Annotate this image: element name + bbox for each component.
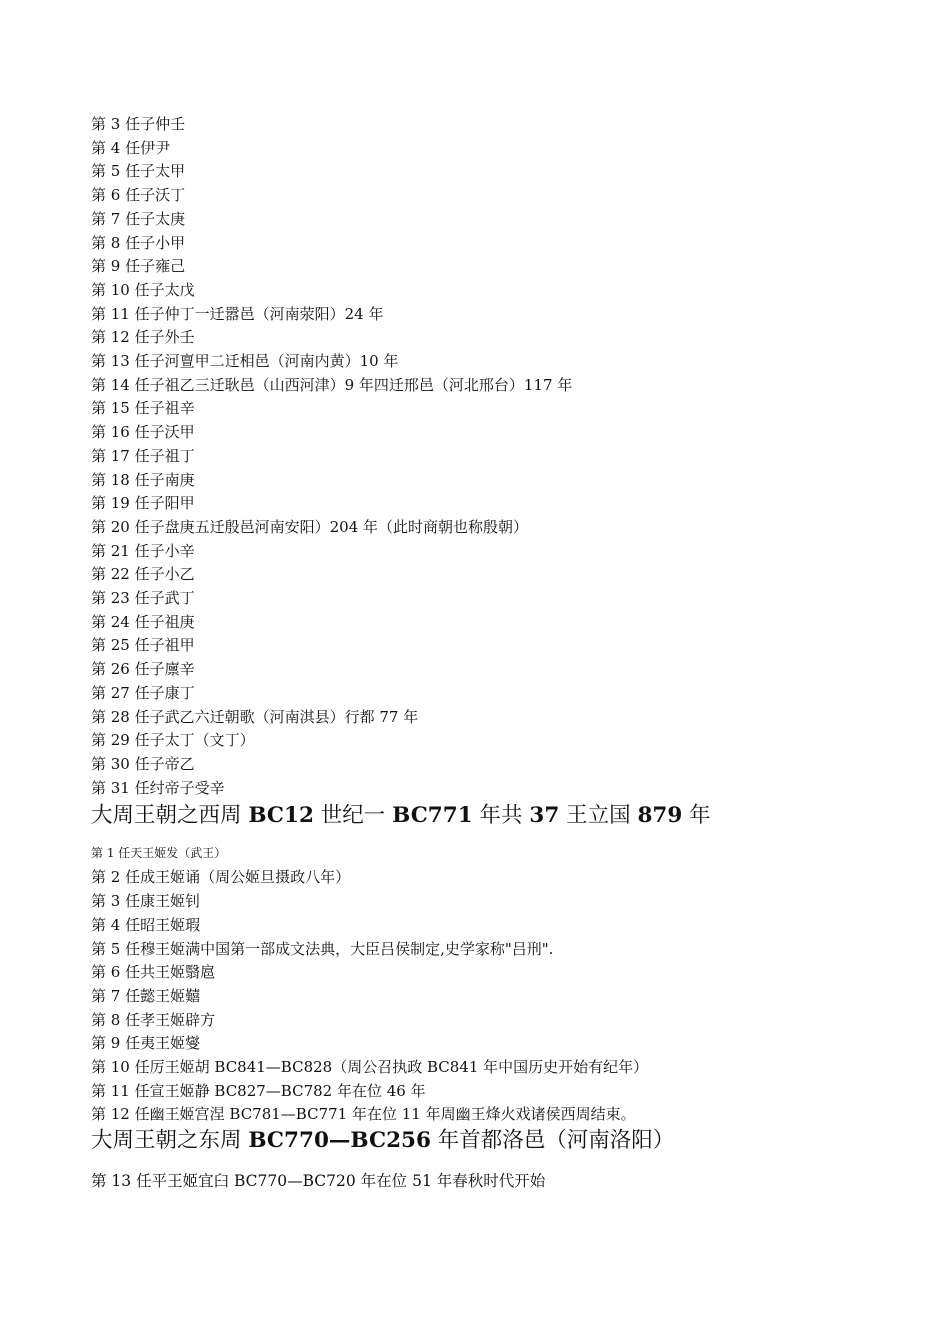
list-item: 第 3 任子仲壬: [91, 115, 186, 133]
list-item: 第 1 任天王姬发（武王）: [91, 846, 227, 861]
list-item: 第 8 任子小甲: [91, 233, 186, 252]
list-item: 第 16 任子沃甲: [91, 423, 195, 442]
list-item: 第 12 任子外壬: [91, 328, 195, 347]
list-item: 第 7 任子太庚: [91, 209, 186, 228]
list-item: 第 13 任子河亶甲二迁相邑（河南内黄）10 年: [91, 352, 399, 371]
list-item: 第 9 任子雍己: [91, 257, 186, 276]
list-item: 第 10 任厉王姬胡 BC841—BC828（周公召执政 BC841 年中国历史开始有纪年）: [91, 1058, 649, 1077]
list-item: 第 30 任子帝乙: [91, 754, 195, 773]
list-item: 第 20 任子盘庚五迁殷邑河南安阳）204 年（此时商朝也称殷朝）: [91, 517, 529, 536]
list-item: 第 4 任昭王姬瑕: [91, 915, 201, 934]
section-heading-dongzhou: 大周王朝之东周 BC770—BC256 年首都洛邑（河南洛阳）: [91, 1128, 675, 1154]
list-item: 第 7 任懿王姬囏: [91, 986, 201, 1005]
list-item: 第 28 任子武乙六迁朝歌（河南淇县）行都 77 年: [91, 707, 419, 726]
list-item: 第 15 任子祖辛: [91, 399, 195, 418]
list-item: 第 2 任成王姬诵（周公姬旦摄政八年）: [91, 868, 351, 887]
list-item: 第 4 任伊尹: [91, 138, 171, 157]
list-item: 第 13 任平王姬宜臼 BC770—BC720 年在位 51 年春秋时代开始: [91, 1172, 546, 1191]
list-item: 第 3 任康王姬钊: [91, 892, 201, 911]
list-item: 第 17 任子祖丁: [91, 446, 195, 465]
list-item: 第 31 任纣帝子受辛: [91, 778, 225, 797]
list-item: 第 18 任子南庚: [91, 470, 195, 489]
list-item: 第 5 任子太甲: [91, 162, 186, 181]
xizhou-king-list: [91, 866, 891, 1127]
document-page: [91, 113, 891, 1194]
list-item: 第 12 任幽王姬宫涅 BC781—BC771 年在位 11 年周幽王烽火戏诸侯西周结束。: [91, 1105, 636, 1124]
section-heading-xizhou: 大周王朝之西周 BC12 世纪一 BC771 年共 37 王立国 879 年: [91, 803, 711, 829]
list-item: 第 11 任宣王姬静 BC827—BC782 年在位 46 年: [91, 1081, 426, 1100]
list-item: 第 29 任子太丁（文丁）: [91, 731, 255, 750]
list-item: 第 8 任孝王姬辟方: [91, 1010, 216, 1029]
list-item: 第 9 任夷王姬燮: [91, 1034, 201, 1053]
list-item: 第 22 任子小乙: [91, 565, 195, 584]
list-item: 第 26 任子廪辛: [91, 660, 195, 679]
list-item: 第 27 任子康丁: [91, 683, 195, 702]
list-item: 第 21 任子小辛: [91, 541, 195, 560]
list-item: 第 10 任子太戊: [91, 280, 195, 299]
list-item: 第 6 任子沃丁: [91, 186, 186, 205]
list-item: 第 25 任子祖甲: [91, 636, 195, 655]
list-item: 第 6 任共王姬翳扈: [91, 963, 216, 982]
list-item: 第 23 任子武丁: [91, 589, 195, 608]
list-item: 第 24 任子祖庚: [91, 612, 195, 631]
list-item: 第 5 任穆王姬满中国第一部成文法典，大臣吕侯制定,史学家称"吕刑".: [91, 939, 554, 958]
list-item: 第 14 任子祖乙三迁耿邑（山西河津）9 年四迁邢邑（河北邢台）117 年: [91, 375, 573, 394]
list-item: 第 19 任子阳甲: [91, 494, 195, 513]
shang-king-list: [91, 113, 891, 800]
list-item: 第 11 任子仲丁一迁嚣邑（河南荥阳）24 年: [91, 304, 384, 323]
